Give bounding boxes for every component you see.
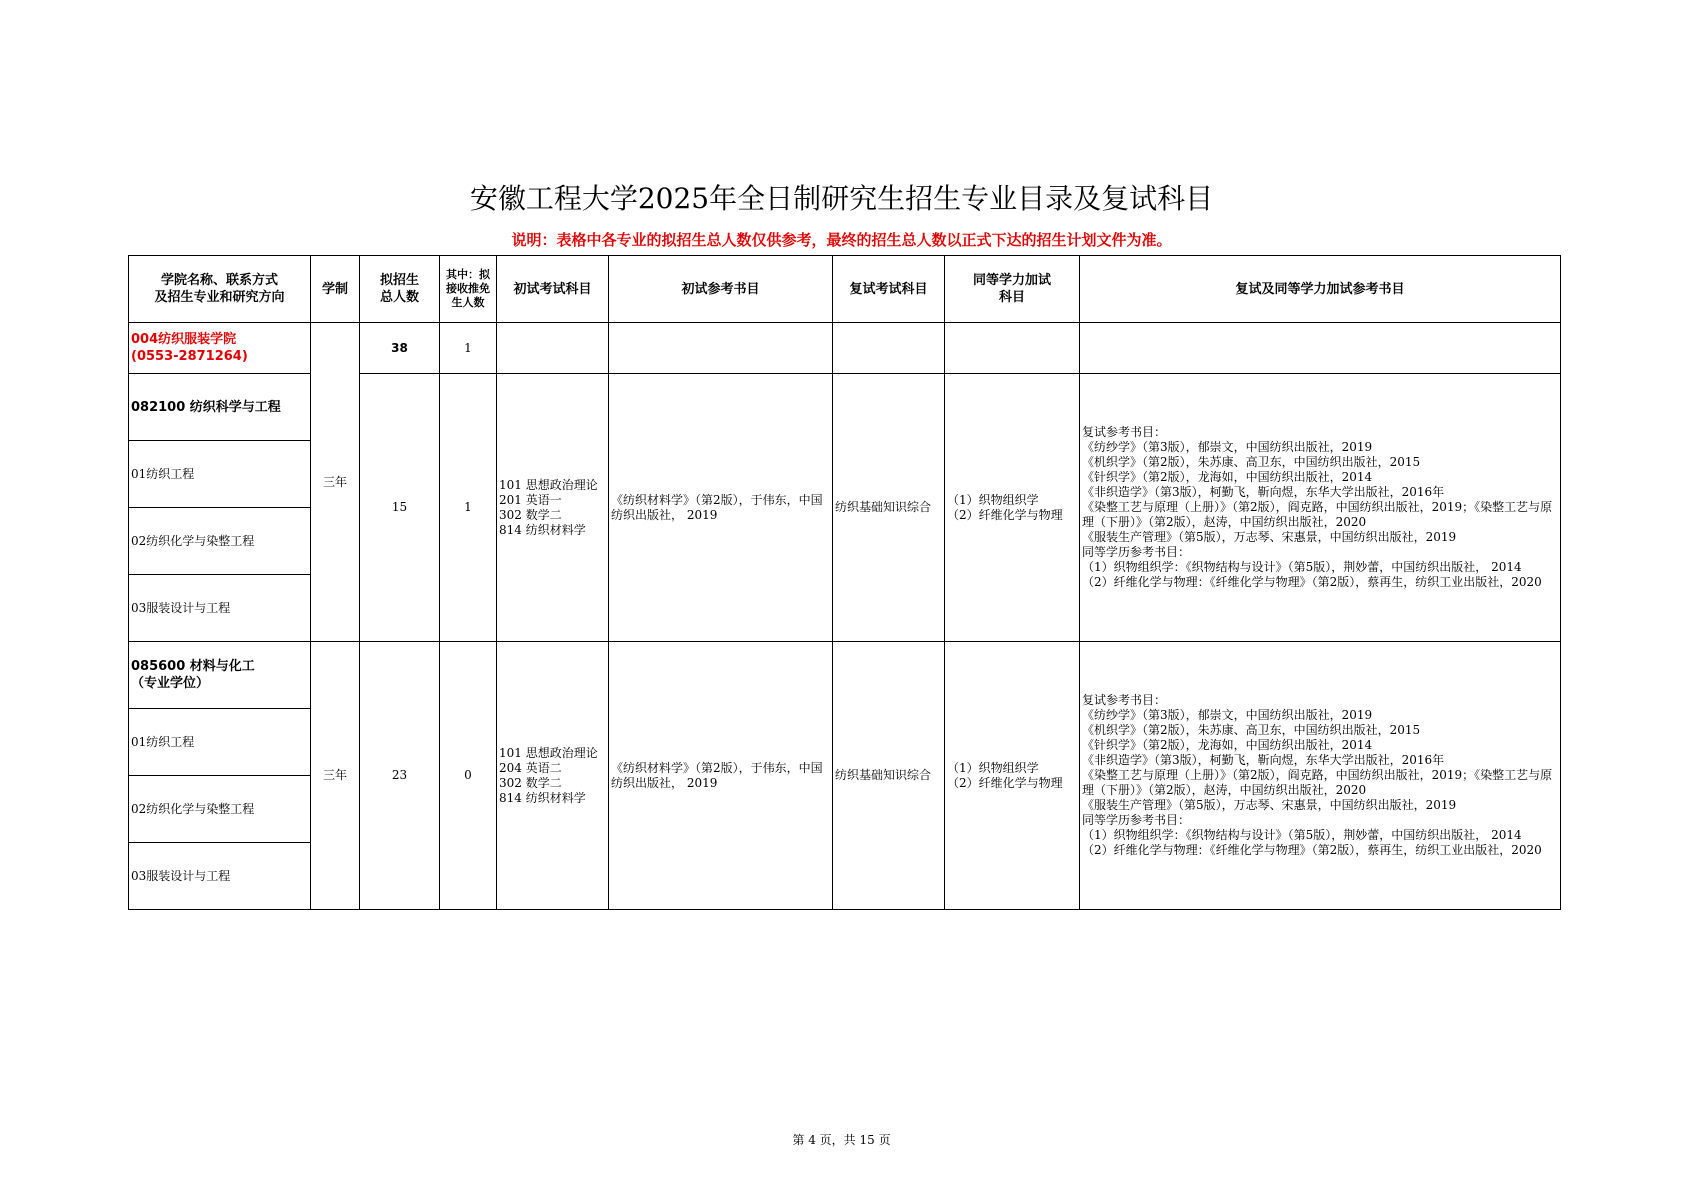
retest-books-cell: 复试参考书目： 《纺纱学》（第3版），郁崇文，中国纺织出版社，2019 《机织学》（第2版），朱苏康、高卫东，中国纺织出版社，2015 《针织学》（第2版），龙海如，中国纺织出版社，2014 《非织造学》（第3版），柯勤飞，靳向煜，东华大学出版社，2016年 《染整工艺与原理（上册）》（第2版），阎克路，中国纺织出版社，2019；《染整工艺与原理（下册）》（第2版），赵涛，中国纺织出版社，2020 《服装生产管理》（第5版），万志琴、宋惠景，中国纺织出版社，2019 同等学历参考书目： （1）织物组织学：《织物结构与设计》（第5版），荆妙蕾，中国纺织出版社， 2014 （2）纤维化学与物理：《纤维化学与物理》（第2版），蔡再生，纺织工业出版社，2020: [1080, 642, 1561, 910]
exam-books-cell: 《纺织材料学》（第2版），于伟东，中国纺织出版社， 2019: [609, 374, 833, 642]
header-duration: 学制: [311, 256, 360, 323]
retest-books-cell: 复试参考书目： 《纺纱学》（第3版），郁崇文，中国纺织出版社，2019 《机织学》（第2版），朱苏康、高卫东，中国纺织出版社，2015 《针织学》（第2版），龙海如，中国纺织出版社，2014 《非织造学》（第3版），柯勤飞，靳向煜，东华大学出版社，2016年 《染整工艺与原理（上册）》（第2版），阎克路，中国纺织出版社，2019；《染整工艺与原理（下册）》（第2版），赵涛，中国纺织出版社，2020 《服装生产管理》（第5版），万志琴、宋惠景，中国纺织出版社，2019 同等学历参考书目： （1）织物组织学：《织物结构与设计》（第5版），荆妙蕾，中国纺织出版社， 2014 （2）纤维化学与物理：《纤维化学与物理》（第2版），蔡再生，纺织工业出版社，2020: [1080, 374, 1561, 642]
exam-subjects-cell: 101 思想政治理论 201 英语一 302 数学二 814 纺织材料学: [497, 374, 609, 642]
retest-subject-cell: 纺织基础知识综合: [833, 374, 945, 642]
college-recommended: 1: [440, 323, 497, 374]
header-equiv-subjects: 同等学力加试 科目: [945, 256, 1080, 323]
exam-subjects-cell: 101 思想政治理论 204 英语二 302 数学二 814 纺织材料学: [497, 642, 609, 910]
program-name-cell: [129, 374, 311, 441]
table-row: [129, 642, 1561, 709]
college-name: 004纺织服装学院: [131, 332, 237, 347]
direction-cell: 01纺织工程: [129, 709, 311, 776]
header-college-program: 学院名称、联系方式 及招生专业和研究方向: [129, 256, 311, 323]
program-subtitle: （专业学位）: [131, 676, 210, 691]
header-retest-books: 复试及同等学力加试参考书目: [1080, 256, 1561, 323]
program-recommended: 0: [440, 642, 497, 910]
program-total: 15: [360, 374, 440, 642]
header-exam-subjects: 初试考试科目: [497, 256, 609, 323]
equiv-subjects-cell: （1）织物组织学 （2）纤维化学与物理: [945, 642, 1080, 910]
college-total: 38: [360, 323, 440, 374]
program-name: 082100 纺织科学与工程: [131, 399, 281, 415]
program-recommended: 1: [440, 374, 497, 642]
direction-cell: 02纺织化学与染整工程: [129, 508, 311, 575]
direction-cell: 03服装设计与工程: [129, 575, 311, 642]
catalog-table: [128, 255, 1561, 910]
program-name-cell: [129, 642, 311, 709]
page-title: 安徽工程大学2025年全日制研究生招生专业目录及复试科目: [469, 182, 1214, 215]
header-total: 拟招生 总人数: [360, 256, 440, 323]
direction-cell: 01纺织工程: [129, 441, 311, 508]
disclaimer-note: 说明：表格中各专业的拟招生总人数仅供参考，最终的招生总人数以正式下达的招生计划文件为准。: [511, 231, 1172, 249]
header-exam-books: 初试参考书目: [609, 256, 833, 323]
college-row: [129, 323, 1561, 374]
exam-books-cell: 《纺织材料学》（第2版），于伟东，中国纺织出版社， 2019: [609, 642, 833, 910]
program-name: 085600 材料与化工: [131, 659, 255, 674]
program-total: 23: [360, 642, 440, 910]
table-header-row: [129, 256, 1561, 323]
direction-cell: 03服装设计与工程: [129, 843, 311, 910]
retest-subject-cell: 纺织基础知识综合: [833, 642, 945, 910]
page-footer: 第 4 页，共 15 页: [792, 1133, 891, 1147]
duration-cell: 三年: [311, 323, 360, 642]
header-recommended: 其中：拟 接收推免 生人数: [440, 256, 497, 323]
equiv-subjects-cell: （1）织物组织学 （2）纤维化学与物理: [945, 374, 1080, 642]
college-phone: (0553-2871264): [131, 349, 248, 364]
direction-cell: 02纺织化学与染整工程: [129, 776, 311, 843]
college-cell: [129, 323, 311, 374]
header-retest-subject: 复试考试科目: [833, 256, 945, 323]
duration-cell: 三年: [311, 642, 360, 910]
